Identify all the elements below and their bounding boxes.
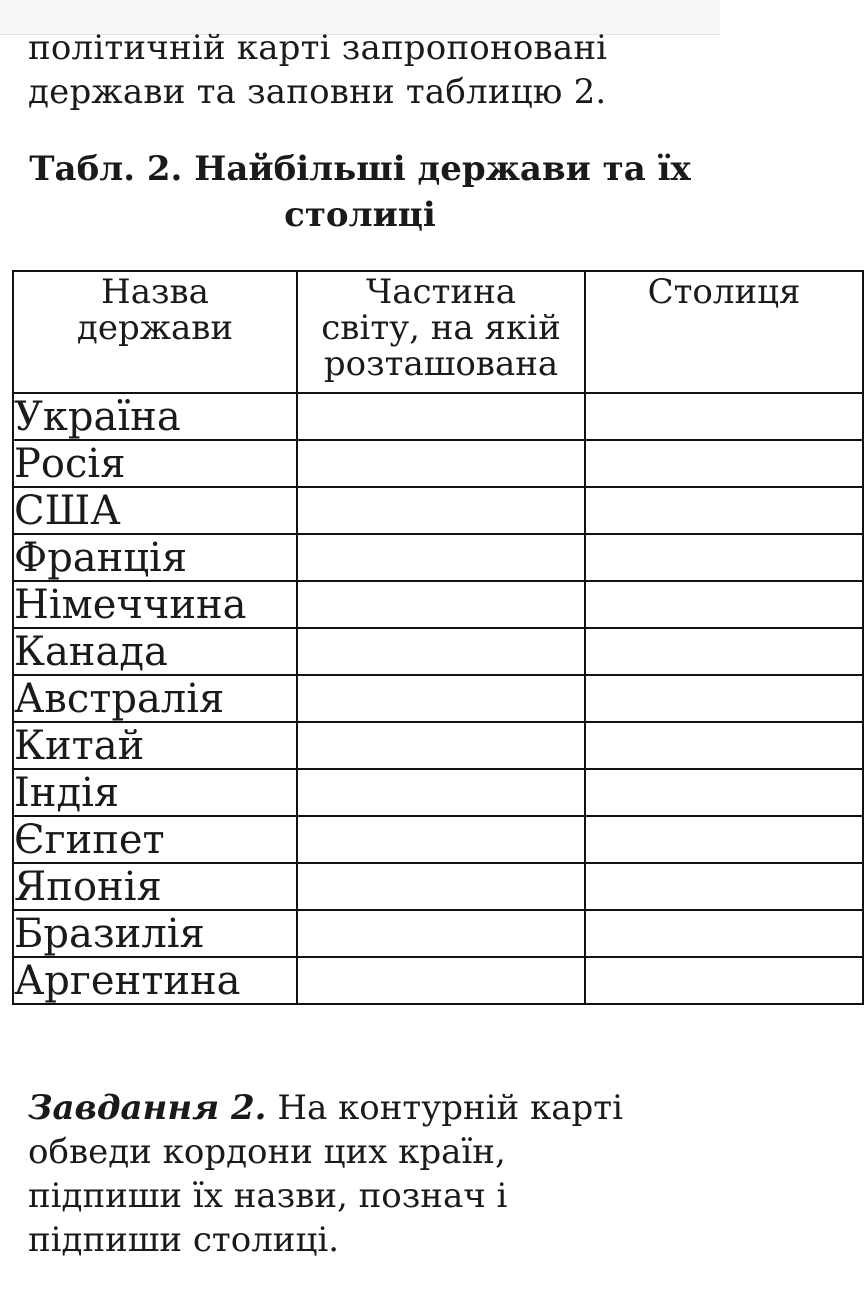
table-row [13, 863, 863, 910]
cell-part-of-world [297, 722, 585, 769]
cell-state-name: Бразилія [13, 910, 297, 957]
cell-capital [585, 816, 863, 863]
task-line: підпиши столиці. [28, 1220, 339, 1260]
cell-state-name: Аргентина [13, 957, 297, 1004]
table-row [13, 628, 863, 675]
cell-state-name: Німеччина [13, 581, 297, 628]
table-row [13, 534, 863, 581]
cell-state-name: США [13, 487, 297, 534]
cell-part-of-world [297, 581, 585, 628]
cell-part-of-world [297, 487, 585, 534]
header-line: Назва [101, 272, 209, 312]
cell-capital [585, 769, 863, 816]
cell-capital [585, 393, 863, 440]
task-line: обведи кордони цих країн, [28, 1132, 506, 1172]
table-row [13, 769, 863, 816]
cell-part-of-world [297, 440, 585, 487]
intro-line: політичній карті запропоновані [28, 28, 608, 68]
cell-state-name: Росія [13, 440, 297, 487]
table-caption [0, 146, 720, 238]
intro-text [28, 26, 708, 114]
cell-capital [585, 581, 863, 628]
cell-capital [585, 628, 863, 675]
header-part-of-world [297, 271, 585, 393]
cell-state-name: Індія [13, 769, 297, 816]
header-line: розташована [323, 344, 559, 384]
cell-capital [585, 722, 863, 769]
cell-capital [585, 534, 863, 581]
header-line: Столиця [647, 272, 801, 312]
cell-capital [585, 487, 863, 534]
caption-line: Табл. 2. Найбільші держави та їх [29, 149, 691, 189]
table-row [13, 910, 863, 957]
cell-state-name: Франція [13, 534, 297, 581]
table-row [13, 581, 863, 628]
table-viewport [0, 268, 801, 1028]
intro-line: держави та заповни таблицю 2. [28, 72, 607, 112]
table-row [13, 487, 863, 534]
cell-part-of-world [297, 957, 585, 1004]
states-table [12, 270, 864, 1005]
cell-capital [585, 957, 863, 1004]
header-state-name [13, 271, 297, 393]
caption-line: столиці [284, 195, 436, 235]
task-2 [28, 1086, 708, 1262]
header-line: держави [76, 308, 234, 348]
cell-part-of-world [297, 628, 585, 675]
task-line [28, 1086, 708, 1130]
task-line: підпиши їх назви, познач і [28, 1176, 508, 1216]
header-line: Частина [366, 272, 516, 312]
cell-state-name: Китай [13, 722, 297, 769]
table-row [13, 957, 863, 1004]
cell-part-of-world [297, 769, 585, 816]
header-capital [585, 271, 863, 393]
cell-part-of-world [297, 910, 585, 957]
table-row [13, 675, 863, 722]
cell-state-name: Канада [13, 628, 297, 675]
cell-capital [585, 863, 863, 910]
cell-capital [585, 675, 863, 722]
cell-state-name: Україна [13, 393, 297, 440]
cell-part-of-world [297, 863, 585, 910]
table-header-row [13, 271, 863, 393]
cell-part-of-world [297, 675, 585, 722]
cell-part-of-world [297, 534, 585, 581]
cell-state-name: Японія [13, 863, 297, 910]
table-row [13, 722, 863, 769]
cell-part-of-world [297, 393, 585, 440]
cell-state-name: Єгипет [13, 816, 297, 863]
task-text: На контурній карті [266, 1088, 623, 1128]
table-row [13, 440, 863, 487]
cell-capital [585, 910, 863, 957]
header-line: світу, на якій [321, 308, 561, 348]
cell-part-of-world [297, 816, 585, 863]
cell-state-name: Австралія [13, 675, 297, 722]
table-row [13, 816, 863, 863]
cell-capital [585, 440, 863, 487]
task-label: Завдання 2. [28, 1088, 267, 1128]
table-row [13, 393, 863, 440]
